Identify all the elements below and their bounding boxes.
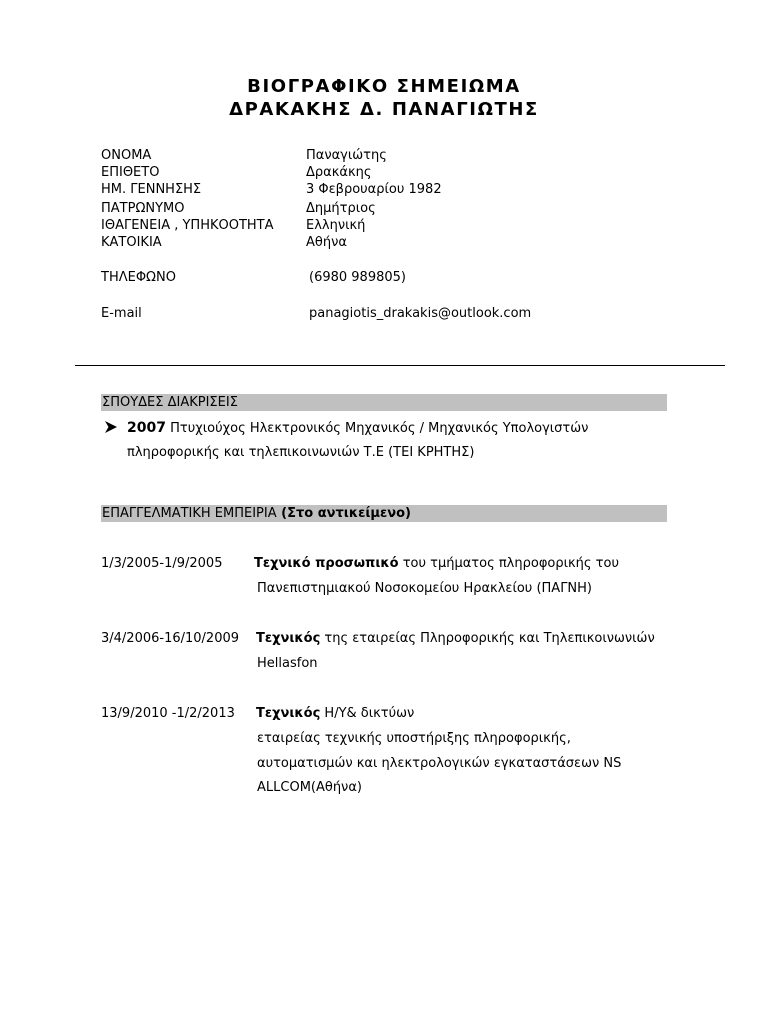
- job-detail-line: ALLCOM(Αθήνα): [257, 780, 362, 795]
- education-heading: ΣΠΟΥΔΕΣ ΔΙΑΚΡΙΣΕΙΣ: [102, 395, 238, 410]
- fathers-name-value: Δημήτριος: [306, 201, 376, 216]
- job-detail: του τμήματος πληροφορικής του: [398, 556, 619, 571]
- surname-label: ΕΠΙΘΕΤΟ: [101, 165, 160, 180]
- job-dates: 13/9/2010 -1/2/2013: [101, 706, 235, 721]
- job-dates: 1/3/2005-1/9/2005: [101, 556, 223, 571]
- email-value: panagiotis_drakakis@outlook.com: [309, 306, 532, 321]
- horizontal-divider: [75, 365, 725, 366]
- education-entry-line1: [127, 419, 588, 438]
- job-detail-line: Πανεπιστημιακού Νοσοκομείου Ηρακλείου (ΠΑΓΝΗ): [257, 581, 593, 596]
- job-detail-line: αυτοματισμών και ηλεκτρολογικών εγκαταστάσεων NS: [257, 756, 622, 771]
- job-description: [256, 630, 655, 648]
- phone-label: ΤΗΛΕΦΩΝΟ: [101, 270, 176, 285]
- job-role: Τεχνικός: [256, 706, 321, 721]
- birthdate-label: ΗΜ. ΓΕΝΝΗΣΗΣ: [101, 182, 202, 197]
- job-detail-line: Hellasfon: [257, 656, 318, 671]
- residence-label: ΚΑΤΟΙΚΙΑ: [101, 235, 162, 250]
- job-description: [256, 705, 414, 723]
- first-name-value: Παναγιώτης: [306, 148, 387, 163]
- job-role: Τεχνικός: [256, 631, 321, 646]
- job-role: Τεχνικό προσωπικό: [254, 556, 399, 571]
- phone-value: (6980 989805): [309, 270, 406, 285]
- job-detail: της εταιρείας Πληροφορικής και Τηλεπικοινωνιών: [320, 631, 655, 646]
- document-title: ΒΙΟΓΡΑΦΙΚΟ ΣΗΜΕΙΩΜΑ: [247, 76, 521, 97]
- surname-value: Δρακάκης: [306, 165, 372, 180]
- job-dates: 3/4/2006-16/10/2009: [101, 631, 240, 646]
- education-entry-line2: πληροφορικής και τηλεπικοινωνιών Τ.Ε (ΤΕΙ ΚΡΗΤΗΣ): [127, 445, 475, 460]
- birthdate-value: 3 Φεβρουαρίου 1982: [306, 182, 442, 197]
- person-name-heading: ΔΡΑΚΑΚΗΣ Δ. ΠΑΝΑΓΙΩΤΗΣ: [229, 99, 539, 120]
- experience-section-header: [101, 505, 667, 522]
- nationality-label: ΙΘΑΓΕΝΕΙΑ , ΥΠΗΚΟΟΤΗΤΑ: [101, 218, 274, 233]
- first-name-label: ΟΝΟΜΑ: [101, 148, 152, 163]
- residence-value: Αθήνα: [306, 235, 347, 250]
- education-year: 2007: [127, 420, 166, 436]
- arrow-bullet-icon: [104, 420, 118, 434]
- job-description: [254, 555, 619, 573]
- nationality-value: Ελληνική: [306, 218, 366, 233]
- job-detail: Η/Υ& δικτύων: [320, 706, 415, 721]
- fathers-name-label: ΠΑΤΡΩΝΥΜΟ: [101, 201, 185, 216]
- education-degree: Πτυχιούχος Ηλεκτρονικός Μηχανικός / Μηχανικός Υπολογιστών: [165, 421, 589, 436]
- email-label: E-mail: [101, 306, 142, 321]
- education-section-header: [101, 394, 667, 411]
- experience-subheading: (Στο αντικείμενο): [276, 506, 411, 521]
- job-detail-line: εταιρείας τεχνικής υποστήριξης πληροφορικής,: [257, 731, 571, 746]
- experience-heading: ΕΠΑΓΓΕΛΜΑΤΙΚΗ ΕΜΠΕΙΡΙΑ: [102, 506, 277, 521]
